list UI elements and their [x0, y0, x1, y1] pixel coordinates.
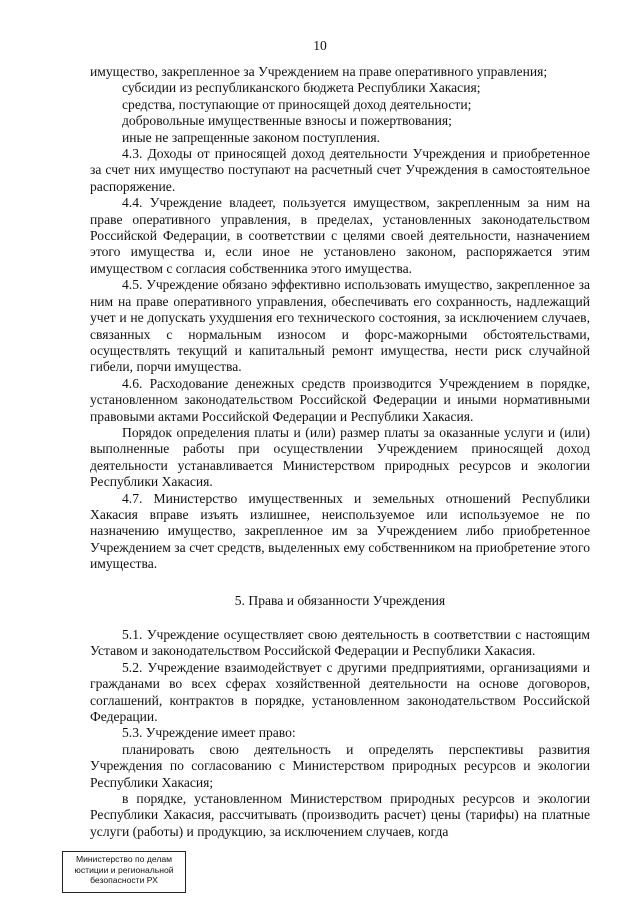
stamp-line: Министерство по делам [75, 854, 173, 864]
paragraphs-top [90, 64, 590, 573]
paragraph: 4.6. Расходование денежных средств производится Учреждением в порядке, установленном законодательством Российской Федерации и иными нормативными правовыми актами Российской Федерации и Республики Хакасия. [90, 375, 590, 424]
paragraph: 5.2. Учреждение взаимодействует с другими предприятиями, организациями и гражданами во всех сферах хозяйственной деятельности на основе договоров, соглашений, контрактов в порядке, установленном законодательством Российской Федерации. [90, 659, 590, 725]
paragraph: в порядке, установленном Министерством природных ресурсов и экологии Республики Хакасия, рассчитывать (производить расчет) цены (тарифы) на платные услуги (работы) и продукцию, за исключением случаев, когда [90, 791, 590, 839]
stamp-line: безопасности РХ [90, 875, 158, 885]
paragraph: 4.4. Учреждение владеет, пользуется имуществом, закрепленным за ним на праве оперативного управления, в пределах, установленных законодательством Российской Федерации, в соответствии с целями своей деятельности, назначением этого имущества и, если иное не установлено законом, распоряжается этим имуществом с согласия собственника этого имущества. [90, 195, 590, 276]
paragraph: добровольные имущественные взносы и пожертвования; [122, 113, 452, 129]
stamp-line: юстиции и региональной [74, 864, 174, 875]
paragraph: 4.3. Доходы от приносящей доход деятельности Учреждения и приобретенное за счет них имущество поступают на расчетный счет Учреждения в самостоятельное распоряжение. [90, 146, 590, 194]
page-number: 10 [313, 38, 327, 53]
registration-stamp [62, 851, 186, 893]
paragraph: 4.5. Учреждение обязано эффективно использовать имущество, закрепленное за ним на праве оперативного управления, обеспечивать его сохранность, надлежащий учет и не допускать ухудшения его технического состояния, за исключением случаев, связанных с нормальным износом и форс-мажорными обстоятельствами, осуществлять текущий и капитальный ремонт имущества, нести риск случайной гибели, порчи имущества. [90, 277, 590, 375]
paragraph: имущество, закрепленное за Учреждением на праве оперативного управления; [90, 64, 548, 79]
paragraph: средства, поступающие от приносящей доход деятельности; [122, 96, 472, 112]
paragraph: 5.1. Учреждение осуществляет свою деятельность в соответствии с настоящим Уставом и законодательством Российской Федерации и Республики Хакасия. [90, 627, 590, 659]
document-body [90, 64, 590, 840]
paragraph: Порядок определения платы и (или) размер платы за оказанные услуги и (или) выполненные работы при осуществлении Учреждением приносящей доход деятельности устанавливается Министерством природных ресурсов и экологии Республики Хакасия. [90, 424, 590, 490]
paragraphs-bottom [90, 627, 590, 840]
paragraph: иные не запрещенные законом поступления. [122, 129, 380, 145]
paragraph: планировать свою деятельность и определять перспективы развития Учреждения по согласованию с Министерством природных ресурсов и экологии Республики Хакасия; [90, 741, 590, 790]
paragraph: субсидии из республиканского бюджета Республики Хакасия; [122, 80, 481, 96]
section-heading: 5. Права и обязанности Учреждения [234, 592, 446, 608]
paragraph: 4.7. Министерство имущественных и земельных отношений Республики Хакасия вправе изъять излишнее, неиспользуемое или используемое не по назначению имущество, закрепленное им за Учреждением либо приобретенное Учреждением за счет средств, выделенных ему собственником на приобретение этого имущества. [90, 490, 590, 572]
paragraph: 5.3. Учреждение имеет право: [122, 725, 296, 741]
